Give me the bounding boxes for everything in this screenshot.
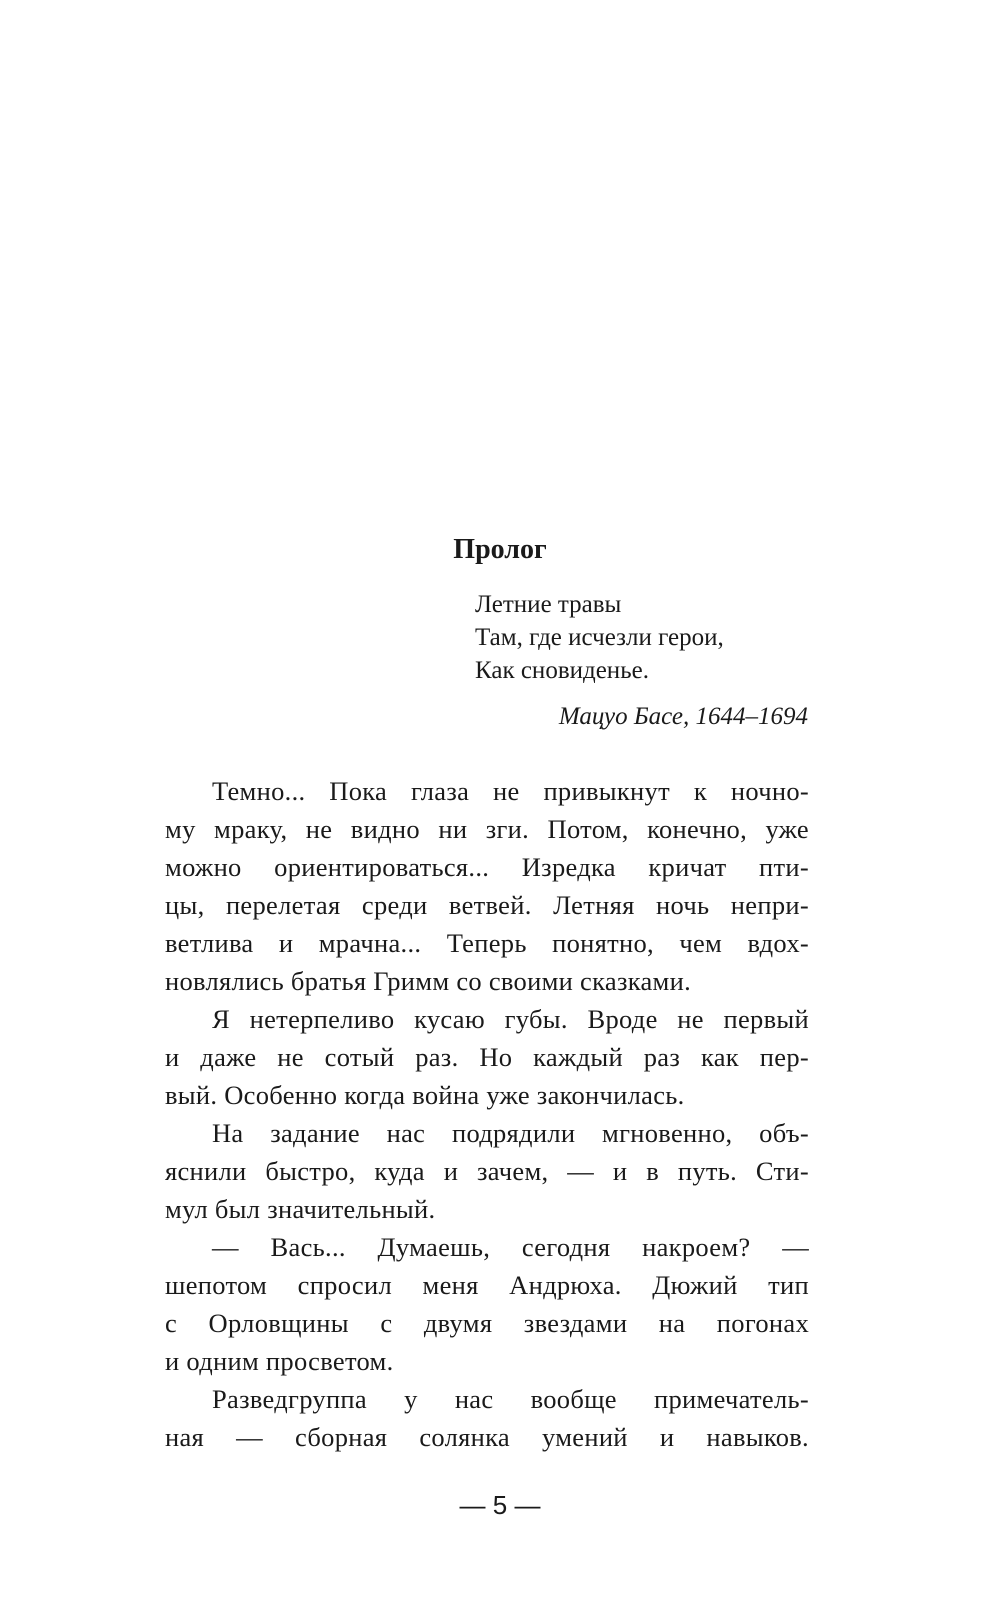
text-line: и одним просветом. [165, 1346, 394, 1376]
text-line: можно ориентироваться... Изредка кричат пти- [165, 852, 809, 882]
text-line: ная — сборная солянка умений и навыков. [165, 1422, 809, 1452]
text-line: ветлива и мрачна... Теперь понятно, чем вдох- [165, 928, 809, 958]
text-line: новлялись братья Гримм со своими сказками. [165, 966, 692, 996]
text-line: Я нетерпеливо кусаю губы. Вроде не первый [212, 1004, 809, 1034]
text-line: шепотом спросил меня Андрюха. Дюжий тип [165, 1270, 809, 1300]
epigraph-attribution: Мацуо Басе, 1644–1694 [558, 703, 808, 730]
epigraph-line: Как сновиденье. [475, 657, 649, 684]
text-line: На задание нас подрядили мгновенно, объ- [212, 1118, 809, 1148]
text-line: — Вась... Думаешь, сегодня накроем? — [212, 1232, 809, 1262]
page-number: — 5 — [459, 1490, 541, 1520]
text-line: с Орловщины с двумя звездами на погонах [165, 1308, 809, 1338]
text-line: му мраку, не видно ни зги. Потом, конечно, уже [165, 814, 809, 844]
epigraph [475, 588, 835, 687]
epigraph-line: Там, где исчезли герои, [475, 624, 724, 651]
text-line: мул был значительный. [165, 1194, 436, 1224]
text-line: яснили быстро, куда и зачем, — и в путь. Сти- [165, 1156, 809, 1186]
text-line: цы, перелетая среди ветвей. Летняя ночь непри- [165, 890, 809, 920]
epigraph-line: Летние травы [475, 591, 622, 618]
text-line: вый. Особенно когда война уже закончилась. [165, 1080, 685, 1110]
body-text [165, 772, 809, 1456]
text-line: Разведгруппа у нас вообще примечатель- [212, 1384, 809, 1414]
text-line: и даже не сотый раз. Но каждый раз как пер- [165, 1042, 809, 1072]
chapter-title: Пролог [453, 534, 547, 565]
text-line: Темно... Пока глаза не привыкнут к ночно- [212, 776, 809, 806]
